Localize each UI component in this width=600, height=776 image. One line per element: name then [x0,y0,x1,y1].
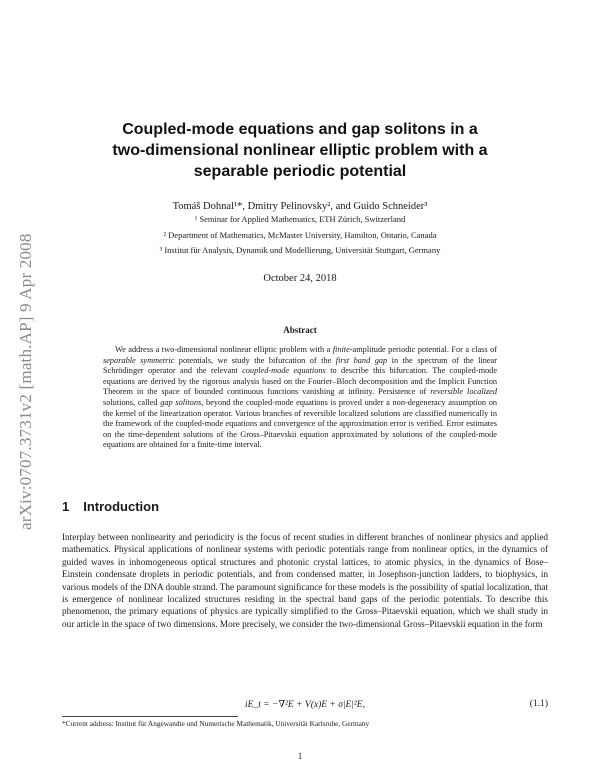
paper-title [60,119,540,182]
intro-paragraph: Interplay between nonlinearity and periodicity is the focus of recent studies in different branches of nonlinear physics and applied mathematics. Physical applications of nonlinear systems with periodic potentials range from nonlinear optics, in the dynamics of guided waves in inhomogeneous optical structures and photonic crystal lattices, to atomic physics, in the dynamics of Bose–Einstein condensate droplets in periodic potentials, and from condensed matter, in Josephson-junction ladders, to biophysics, in various models of the DNA double strand. The paramount significance for these models is the possibility of spatial localization, that is emergence of nonlinear localized structures residing in the spectral band gaps of the periodic potentials. To describe this phenomenon, the primary equations of physics are typically simplified to the Gross–Pitaevskii equation, which we shall study in our article in the space of two dimensions. More precisely, we consider the two-dimensional Gross–Pitaevskii equation in the form [62,532,548,629]
arxiv-stamp: arXiv:0707.3731v2 [math.AP] 9 Apr 2008 [16,233,35,530]
section-title: Introduction [83,499,160,514]
affiliation-3: ³ Institut für Analysis, Dynamik und Modellierung, Universität Stuttgart, Germany [159,245,441,255]
equation-text: iE_t = −∇²E + V(x)E + σ|E|²E, [245,700,365,710]
abstract-text: in the spectrum of the linear Schrödinger operator and the relevant [103,355,497,376]
equation-number: (1.1) [529,699,548,709]
abstract-text: , beyond the coupled-mode equations is proved under a non-degeneracy assumption on the kernel of the linearization operator. Various branches of reversible localized solutions are classified numerically in the framework of the coupled-mode equations and convergence of the approximation error is verified. Error estimates on the time-dependent solutions of the Gross–Pitaevskii equation approximated by solutions of the coupled-mode equations are obtained for a finite-time interval. [103,397,497,450]
abstract-text: We address a two-dimensional nonlinear elliptic problem with a [115,345,333,354]
footnote: *Current address: Institut für Angewandte und Numerische Mathematik, Universität Karlsruhe, Germany [62,719,370,728]
title-line: separable periodic potential [193,163,407,180]
footnote-rule [62,716,238,717]
affiliation-1: ¹ Seminar for Applied Mathematics, ETH Zürich, Switzerland [194,214,406,224]
abstract-emphasis: finite [332,345,350,354]
section-heading [62,499,159,514]
abstract-heading: Abstract [283,325,317,335]
abstract-text: -amplitude periodic potential. For a class of [349,345,497,354]
abstract-text: to describe this bifurcation. The coupled-mode equations are derived by the rigorous analysis based on the Fourier–Bloch decomposition and the Implicit Function Theorem in the space of bounded continuous functions vanishing at infinity. Persistence of [103,366,498,397]
section-number: 1 [62,499,70,514]
paper-date: October 24, 2018 [263,273,337,284]
abstract-emphasis: coupled-mode equations [242,366,326,376]
authors: Tomáš Dohnal¹*, Dmitry Pelinovsky², and Guido Schneider³ [172,201,428,212]
abstract-emphasis: first band gap [335,355,388,365]
title-line: Coupled-mode equations and gap solitons in a [122,121,478,138]
affiliation-2: ² Department of Mathematics, McMaster University, Hamilton, Ontario, Canada [163,230,437,240]
page-number: 1 [297,751,303,761]
abstract-text: solutions, called [103,397,161,407]
abstract-text: potentials, we study the bifurcation of the [174,355,336,365]
abstract-emphasis: gap solitons [160,397,202,407]
abstract-body [103,345,497,451]
title-line: two-dimensional nonlinear elliptic problem with a [112,142,488,159]
abstract-emphasis: separable symmetric [103,355,175,365]
abstract-emphasis: reversible localized [430,387,497,397]
